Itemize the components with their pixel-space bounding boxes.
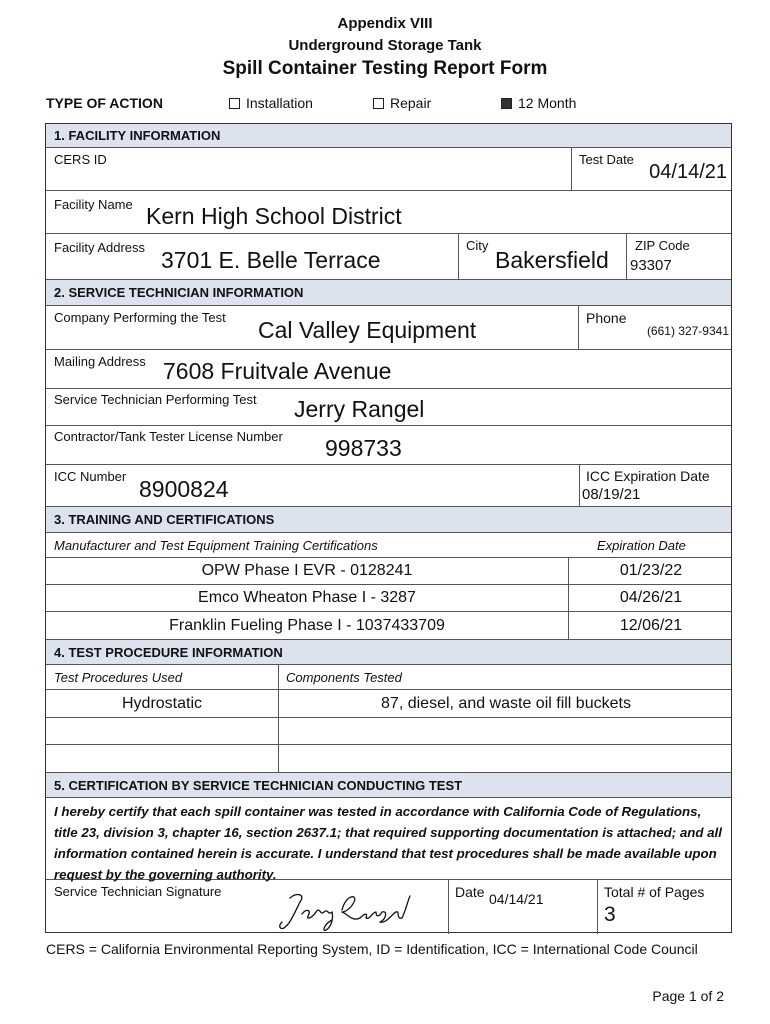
- training-col-header: [46, 533, 568, 557]
- icc-number-field[interactable]: [46, 465, 579, 506]
- zip-value: 93307: [630, 257, 672, 274]
- certification-expiration: 04/26/21: [619, 589, 683, 606]
- city-field[interactable]: [458, 234, 626, 279]
- license-label: Contractor/Tank Tester License Number: [54, 429, 283, 444]
- installation-label: Installation: [246, 95, 313, 111]
- zip-field[interactable]: [626, 234, 733, 279]
- city-label: City: [466, 238, 489, 253]
- icc-row: [46, 465, 731, 507]
- technician-value: Jerry Rangel: [294, 396, 425, 422]
- footer-note: CERS = California Environmental Reporting System, ID = Identification, ICC = International Code Council: [46, 941, 698, 957]
- procedures-col-label: Test Procedures Used: [54, 670, 183, 685]
- expiration-col-label: Expiration Date: [597, 538, 686, 553]
- signature-field[interactable]: [46, 880, 448, 934]
- repair-label: Repair: [390, 95, 432, 111]
- twelve-month-option[interactable]: [501, 95, 576, 111]
- training-row[interactable]: [46, 585, 731, 612]
- signature-date-value: 04/14/21: [489, 891, 544, 907]
- company-field[interactable]: [46, 306, 578, 349]
- procedure-header-row: [46, 665, 731, 690]
- expiration-col-header: [568, 533, 733, 557]
- total-pages-field[interactable]: [597, 880, 733, 934]
- repair-option[interactable]: [373, 95, 431, 111]
- report-form: [45, 123, 732, 933]
- type-of-action-row: [46, 95, 730, 113]
- certification-expiration: 01/23/22: [619, 562, 683, 579]
- form-title: Spill Container Testing Report Form: [222, 58, 548, 79]
- appendix-title: Appendix VIII: [337, 15, 433, 32]
- facility-address-label: Facility Address: [54, 240, 146, 255]
- cers-id-label: CERS ID: [54, 152, 107, 167]
- phone-field[interactable]: [578, 306, 733, 349]
- icc-number-label: ICC Number: [54, 469, 127, 484]
- signature-row: [46, 880, 731, 934]
- phone-label: Phone: [586, 310, 627, 326]
- facility-address-row: [46, 234, 731, 280]
- technician-signature: [276, 890, 416, 932]
- certification-expiration: 12/06/21: [619, 617, 683, 634]
- training-row[interactable]: [46, 558, 731, 585]
- components-col-header: [278, 665, 733, 689]
- procedure-row[interactable]: [46, 690, 731, 718]
- section-4-header: 4. TEST PROCEDURE INFORMATION: [46, 640, 731, 665]
- installation-option[interactable]: [229, 95, 313, 111]
- repair-checkbox[interactable]: [373, 98, 384, 109]
- phone-value: (661) 327-9341: [646, 324, 729, 338]
- section-2-header: 2. SERVICE TECHNICIAN INFORMATION: [46, 280, 731, 306]
- procedure-row[interactable]: [46, 745, 731, 773]
- certification-name: Emco Wheaton Phase I - 3287: [198, 589, 416, 606]
- section-3-header: 3. TRAINING AND CERTIFICATIONS: [46, 507, 731, 533]
- zip-label: ZIP Code: [635, 238, 690, 253]
- icc-expiration-value: 08/19/21: [582, 486, 641, 503]
- form-subtitle: Underground Storage Tank: [288, 37, 482, 54]
- company-label: Company Performing the Test: [54, 310, 226, 325]
- certification-name: Franklin Fueling Phase I - 1037433709: [169, 617, 445, 634]
- cers-row: [46, 148, 731, 191]
- twelve-month-checkbox[interactable]: [501, 98, 512, 109]
- page-number: Page 1 of 2: [652, 988, 724, 1004]
- icc-expiration-label: ICC Expiration Date: [586, 468, 710, 484]
- technician-label: Service Technician Performing Test: [54, 392, 257, 407]
- total-pages-value: 3: [604, 903, 616, 926]
- training-col-label: Manufacturer and Test Equipment Training Certifications: [54, 538, 378, 553]
- facility-name-label: Facility Name: [54, 197, 133, 212]
- facility-address-field[interactable]: [46, 234, 458, 279]
- type-of-action-label: TYPE OF ACTION: [46, 95, 163, 111]
- section-5-header: 5. CERTIFICATION BY SERVICE TECHNICIAN CONDUCTING TEST: [46, 773, 731, 798]
- city-value: Bakersfield: [495, 247, 609, 273]
- training-header-row: [46, 533, 731, 558]
- mailing-value: 7608 Fruitvale Avenue: [163, 358, 392, 384]
- installation-checkbox[interactable]: [229, 98, 240, 109]
- twelve-month-label: 12 Month: [518, 95, 577, 111]
- section-1-header: 1. FACILITY INFORMATION: [46, 124, 731, 148]
- icc-number-value: 8900824: [139, 476, 229, 502]
- facility-name-row[interactable]: [46, 191, 731, 234]
- procedure-value: Hydrostatic: [121, 695, 203, 712]
- test-date-value: 04/14/21: [649, 161, 727, 183]
- procedures-col-header: [46, 665, 278, 689]
- facility-address-value: 3701 E. Belle Terrace: [161, 247, 381, 273]
- cers-id-field[interactable]: [46, 148, 571, 190]
- license-value: 998733: [325, 435, 402, 461]
- mailing-row[interactable]: [46, 350, 731, 389]
- signature-date-field[interactable]: [448, 880, 597, 934]
- license-row[interactable]: [46, 426, 731, 465]
- facility-name-value: Kern High School District: [146, 203, 402, 229]
- test-date-field[interactable]: [571, 148, 733, 190]
- technician-row[interactable]: [46, 389, 731, 426]
- certification-name: OPW Phase I EVR - 0128241: [201, 562, 413, 579]
- company-row: [46, 306, 731, 350]
- procedure-row[interactable]: [46, 718, 731, 745]
- components-col-label: Components Tested: [286, 670, 402, 685]
- signature-label: Service Technician Signature: [54, 884, 222, 899]
- total-pages-label: Total # of Pages: [604, 884, 705, 900]
- certification-statement: I hereby certify that each spill container was tested in accordance with California Code of Regulations, title 23, division 3, chapter 16, section 2637.1; that required supporting documentation is attached; and all information contained herein is accurate. I understand that test procedures shall be made available upon request by the governing authority.: [46, 798, 731, 880]
- components-value: 87, diesel, and waste oil fill buckets: [381, 695, 631, 712]
- company-value: Cal Valley Equipment: [258, 317, 477, 343]
- icc-expiration-field[interactable]: [579, 465, 733, 506]
- test-date-label: Test Date: [579, 152, 634, 167]
- signature-date-label: Date: [455, 884, 485, 900]
- training-row[interactable]: [46, 612, 731, 640]
- mailing-label: Mailing Address: [54, 354, 146, 369]
